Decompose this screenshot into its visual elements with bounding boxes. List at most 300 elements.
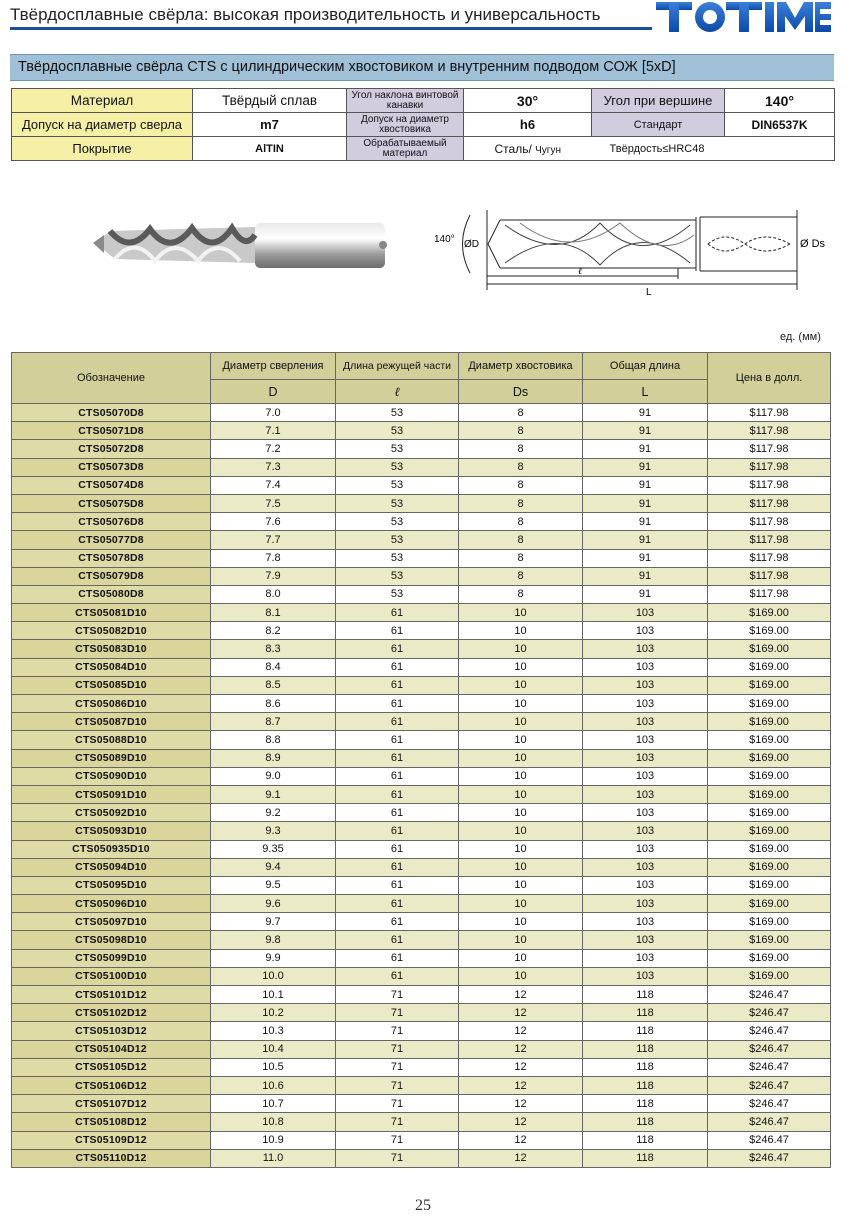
table-row [12, 1040, 831, 1058]
overall-length-cell: 103 [583, 876, 708, 894]
overall-length-cell: 91 [583, 422, 708, 440]
drill-diameter-cell: 8.4 [211, 658, 336, 676]
flute-length-cell: 71 [336, 1076, 459, 1094]
product-code-cell: CTS05077D8 [12, 531, 211, 549]
overall-length-cell: 103 [583, 895, 708, 913]
flute-length-label: ℓ [578, 266, 583, 277]
price-cell: $246.47 [708, 986, 831, 1004]
shank-diameter-cell: 8 [459, 404, 583, 422]
table-row [12, 422, 831, 440]
shank-diameter-cell: 10 [459, 840, 583, 858]
shank-diameter-cell: 10 [459, 858, 583, 876]
diameter-label: ØD [464, 239, 479, 250]
shank-diameter-cell: 8 [459, 476, 583, 494]
price-cell: $169.00 [708, 695, 831, 713]
table-row [12, 986, 831, 1004]
table-row [12, 604, 831, 622]
flute-length-cell: 53 [336, 531, 459, 549]
table-row [12, 1076, 831, 1094]
overall-length-label: L [646, 287, 652, 298]
price-cell: $169.00 [708, 713, 831, 731]
product-table [11, 352, 831, 1168]
overall-length-cell: 103 [583, 913, 708, 931]
table-row [12, 1004, 831, 1022]
price-cell: $246.47 [708, 1040, 831, 1058]
header-shank-diameter: Диаметр хвостовика [459, 353, 583, 380]
product-code-cell: CTS05073D8 [12, 458, 211, 476]
flute-length-cell: 71 [336, 1058, 459, 1076]
table-row [12, 767, 831, 785]
spec-label: Угол при вершине [592, 89, 725, 113]
flute-length-cell: 53 [336, 549, 459, 567]
tip-angle-label: 140° [434, 234, 455, 245]
drill-diameter-cell: 9.8 [211, 931, 336, 949]
flute-length-cell: 61 [336, 658, 459, 676]
drill-diameter-cell: 7.9 [211, 567, 336, 585]
table-row [12, 622, 831, 640]
header-price: Цена в долл. [708, 353, 831, 404]
shank-diameter-cell: 8 [459, 440, 583, 458]
product-code-cell: CTS05109D12 [12, 1131, 211, 1149]
product-code-cell: CTS05075D8 [12, 494, 211, 512]
flute-length-cell: 53 [336, 513, 459, 531]
table-row [12, 858, 831, 876]
overall-length-cell: 103 [583, 640, 708, 658]
drill-diameter-cell: 7.6 [211, 513, 336, 531]
spec-value: AlTIN [193, 137, 347, 161]
drill-diameter-cell: 7.1 [211, 422, 336, 440]
spec-label: Покрытие [12, 137, 193, 161]
flute-length-cell: 53 [336, 585, 459, 603]
flute-length-cell: 71 [336, 1131, 459, 1149]
flute-length-cell: 61 [336, 622, 459, 640]
shank-diameter-cell: 10 [459, 676, 583, 694]
product-code-cell: CTS05076D8 [12, 513, 211, 531]
product-code-cell: CTS05101D12 [12, 986, 211, 1004]
shank-diameter-cell: 10 [459, 895, 583, 913]
overall-length-cell: 103 [583, 767, 708, 785]
shank-diameter-cell: 12 [459, 1022, 583, 1040]
overall-length-cell: 91 [583, 404, 708, 422]
overall-length-cell: 118 [583, 1040, 708, 1058]
material-steel: Сталь/ [494, 141, 532, 156]
product-code-cell: CTS05071D8 [12, 422, 211, 440]
price-cell: $246.47 [708, 1076, 831, 1094]
price-cell: $169.00 [708, 967, 831, 985]
drill-diameter-cell: 10.5 [211, 1058, 336, 1076]
price-cell: $117.98 [708, 476, 831, 494]
drill-diameter-cell: 9.7 [211, 913, 336, 931]
shank-diameter-cell: 12 [459, 1004, 583, 1022]
flute-length-cell: 53 [336, 567, 459, 585]
flute-length-cell: 71 [336, 1004, 459, 1022]
price-cell: $169.00 [708, 658, 831, 676]
price-cell: $169.00 [708, 731, 831, 749]
flute-length-cell: 61 [336, 767, 459, 785]
table-row [12, 1095, 831, 1113]
table-row [12, 567, 831, 585]
price-cell: $246.47 [708, 1095, 831, 1113]
price-cell: $169.00 [708, 676, 831, 694]
flute-length-cell: 53 [336, 476, 459, 494]
shank-diameter-cell: 10 [459, 622, 583, 640]
product-code-cell: CTS05086D10 [12, 695, 211, 713]
overall-length-cell: 118 [583, 1004, 708, 1022]
product-code-cell: CTS05080D8 [12, 585, 211, 603]
overall-length-cell: 91 [583, 549, 708, 567]
product-code-cell: CTS05082D10 [12, 622, 211, 640]
table-row [12, 695, 831, 713]
spec-value: Твёрдый сплав [193, 89, 347, 113]
table-row [12, 840, 831, 858]
overall-length-cell: 91 [583, 494, 708, 512]
drill-diameter-cell: 9.0 [211, 767, 336, 785]
shank-diameter-cell: 8 [459, 585, 583, 603]
table-row [12, 458, 831, 476]
price-cell: $169.00 [708, 840, 831, 858]
product-code-cell: CTS05090D10 [12, 767, 211, 785]
drill-diameter-cell: 9.1 [211, 785, 336, 803]
price-cell: $169.00 [708, 785, 831, 803]
overall-length-cell: 91 [583, 513, 708, 531]
product-code-cell: CTS05093D10 [12, 822, 211, 840]
table-row [12, 658, 831, 676]
product-code-cell: CTS05089D10 [12, 749, 211, 767]
table-row [12, 804, 831, 822]
shank-diameter-cell: 10 [459, 767, 583, 785]
table-row [12, 967, 831, 985]
flute-length-cell: 61 [336, 749, 459, 767]
flute-length-cell: 53 [336, 440, 459, 458]
flute-length-cell: 53 [336, 458, 459, 476]
price-cell: $169.00 [708, 913, 831, 931]
overall-length-cell: 91 [583, 476, 708, 494]
shank-diameter-cell: 8 [459, 422, 583, 440]
table-row [12, 949, 831, 967]
shank-diameter-cell: 10 [459, 876, 583, 894]
product-code-cell: CTS05087D10 [12, 713, 211, 731]
table-row [12, 1022, 831, 1040]
product-code-cell: CTS05110D12 [12, 1149, 211, 1167]
product-code-cell: CTS05081D10 [12, 604, 211, 622]
section-title: Твёрдосплавные свёрла CTS с цилиндрическим хвостовиком и внутренним подводом СОЖ [5xD] [10, 54, 834, 81]
drill-diameter-cell: 9.35 [211, 840, 336, 858]
flute-length-cell: 61 [336, 676, 459, 694]
material-iron: Чугун [535, 144, 561, 156]
overall-length-cell: 103 [583, 695, 708, 713]
price-cell: $117.98 [708, 458, 831, 476]
table-row [12, 785, 831, 803]
spec-value [464, 137, 592, 161]
price-cell: $246.47 [708, 1149, 831, 1167]
overall-length-cell: 91 [583, 440, 708, 458]
flute-length-cell: 53 [336, 422, 459, 440]
spec-label: Угол наклона винтовой канавки [347, 89, 464, 113]
drill-diameter-cell: 10.8 [211, 1113, 336, 1131]
shank-diameter-cell: 8 [459, 494, 583, 512]
product-code-cell: CTS05088D10 [12, 731, 211, 749]
price-cell: $169.00 [708, 804, 831, 822]
overall-length-cell: 103 [583, 949, 708, 967]
table-row [12, 640, 831, 658]
flute-length-cell: 61 [336, 913, 459, 931]
drill-diameter-cell: 8.5 [211, 676, 336, 694]
drill-diameter-cell: 7.0 [211, 404, 336, 422]
header-underline [10, 27, 652, 30]
brand-logo [654, 0, 832, 34]
drill-diameter-cell: 7.3 [211, 458, 336, 476]
drill-photo [93, 223, 387, 268]
table-row [12, 440, 831, 458]
price-cell: $169.00 [708, 767, 831, 785]
drill-diameter-cell: 8.3 [211, 640, 336, 658]
spec-label: Материал [12, 89, 193, 113]
flute-length-cell: 61 [336, 695, 459, 713]
shank-diameter-cell: 10 [459, 931, 583, 949]
price-cell: $117.98 [708, 513, 831, 531]
flute-length-cell: 61 [336, 931, 459, 949]
product-code-cell: CTS05106D12 [12, 1076, 211, 1094]
drill-diameter-cell: 8.6 [211, 695, 336, 713]
overall-length-cell: 118 [583, 1058, 708, 1076]
flute-length-cell: 53 [336, 404, 459, 422]
drill-diameter-cell: 10.7 [211, 1095, 336, 1113]
shank-diameter-cell: 12 [459, 1131, 583, 1149]
drill-diameter-cell: 10.0 [211, 967, 336, 985]
product-code-cell: CTS05103D12 [12, 1022, 211, 1040]
overall-length-cell: 118 [583, 1095, 708, 1113]
drill-diameter-cell: 8.2 [211, 622, 336, 640]
flute-length-cell: 61 [336, 804, 459, 822]
product-code-cell: CTS05079D8 [12, 567, 211, 585]
drill-diameter-cell: 7.8 [211, 549, 336, 567]
flute-length-cell: 71 [336, 1149, 459, 1167]
drill-diameter-cell: 10.1 [211, 986, 336, 1004]
spec-label: Стандарт [592, 113, 725, 137]
product-code-cell: CTS05072D8 [12, 440, 211, 458]
overall-length-cell: 103 [583, 658, 708, 676]
product-code-cell: CTS05105D12 [12, 1058, 211, 1076]
spec-table [11, 88, 835, 161]
overall-length-cell: 103 [583, 967, 708, 985]
shank-diameter-cell: 10 [459, 913, 583, 931]
product-code-cell: CTS05085D10 [12, 676, 211, 694]
price-cell: $117.98 [708, 531, 831, 549]
drill-diameter-cell: 8.8 [211, 731, 336, 749]
price-cell: $117.98 [708, 549, 831, 567]
spec-value: h6 [464, 113, 592, 137]
shank-diameter-cell: 12 [459, 986, 583, 1004]
overall-length-cell: 103 [583, 676, 708, 694]
flute-length-cell: 53 [336, 494, 459, 512]
drill-diameter-cell: 7.7 [211, 531, 336, 549]
product-code-cell: CTS05084D10 [12, 658, 211, 676]
shank-diameter-cell: 10 [459, 822, 583, 840]
table-row [12, 585, 831, 603]
table-row [12, 549, 831, 567]
overall-length-cell: 91 [583, 458, 708, 476]
price-cell: $169.00 [708, 931, 831, 949]
overall-length-cell: 103 [583, 731, 708, 749]
overall-length-cell: 91 [583, 585, 708, 603]
shank-diameter-cell: 8 [459, 458, 583, 476]
price-cell: $246.47 [708, 1131, 831, 1149]
header-l-symbol: ℓ [336, 380, 459, 404]
drill-diameter-cell: 10.9 [211, 1131, 336, 1149]
price-cell: $169.00 [708, 895, 831, 913]
header-ds-symbol: Ds [459, 380, 583, 404]
drill-diameter-cell: 10.6 [211, 1076, 336, 1094]
overall-length-cell: 118 [583, 1131, 708, 1149]
shank-diameter-cell: 10 [459, 731, 583, 749]
overall-length-cell: 103 [583, 804, 708, 822]
drill-drawing [463, 210, 798, 290]
table-row [12, 476, 831, 494]
price-cell: $246.47 [708, 1113, 831, 1131]
drill-diameter-cell: 7.5 [211, 494, 336, 512]
shank-diameter-cell: 12 [459, 1149, 583, 1167]
shank-diameter-cell: 10 [459, 695, 583, 713]
shank-diameter-cell: 12 [459, 1058, 583, 1076]
product-code-cell: CTS05108D12 [12, 1113, 211, 1131]
overall-length-cell: 103 [583, 840, 708, 858]
table-row [12, 494, 831, 512]
product-code-cell: CTS05099D10 [12, 949, 211, 967]
product-code-cell: CTS05096D10 [12, 895, 211, 913]
spec-label: Допуск на диаметр хвостовика [347, 113, 464, 137]
flute-length-cell: 61 [336, 876, 459, 894]
flute-length-cell: 61 [336, 822, 459, 840]
price-cell: $169.00 [708, 604, 831, 622]
shank-diameter-cell: 10 [459, 804, 583, 822]
overall-length-cell: 103 [583, 785, 708, 803]
drill-diameter-cell: 9.6 [211, 895, 336, 913]
shank-diameter-cell: 10 [459, 749, 583, 767]
product-code-cell: CTS05107D12 [12, 1095, 211, 1113]
product-code-cell: CTS05098D10 [12, 931, 211, 949]
flute-length-cell: 61 [336, 785, 459, 803]
shank-diameter-cell: 12 [459, 1095, 583, 1113]
product-code-cell: CTS05078D8 [12, 549, 211, 567]
flute-length-cell: 61 [336, 840, 459, 858]
table-row [12, 1131, 831, 1149]
shank-diameter-cell: 12 [459, 1040, 583, 1058]
table-row [12, 913, 831, 931]
shank-diameter-cell: 8 [459, 549, 583, 567]
drill-diameter-cell: 8.9 [211, 749, 336, 767]
drill-diameter-cell: 8.1 [211, 604, 336, 622]
price-cell: $169.00 [708, 640, 831, 658]
flute-length-cell: 61 [336, 640, 459, 658]
drill-diameter-cell: 7.2 [211, 440, 336, 458]
shank-diameter-label: Ø Ds [800, 238, 826, 250]
shank-diameter-cell: 8 [459, 567, 583, 585]
overall-length-cell: 118 [583, 1076, 708, 1094]
flute-length-cell: 71 [336, 1022, 459, 1040]
flute-length-cell: 61 [336, 731, 459, 749]
table-row [12, 531, 831, 549]
price-cell: $117.98 [708, 494, 831, 512]
product-code-cell: CTS05097D10 [12, 913, 211, 931]
product-code-cell: CTS05100D10 [12, 967, 211, 985]
overall-length-cell: 103 [583, 931, 708, 949]
header-d-symbol: D [211, 380, 336, 404]
table-row [12, 1149, 831, 1167]
price-cell: $169.00 [708, 949, 831, 967]
price-cell: $117.98 [708, 404, 831, 422]
drill-diameter-cell: 9.9 [211, 949, 336, 967]
product-code-cell: CTS05091D10 [12, 785, 211, 803]
product-code-cell: CTS05074D8 [12, 476, 211, 494]
overall-length-cell: 118 [583, 986, 708, 1004]
price-cell: $169.00 [708, 822, 831, 840]
price-cell: $169.00 [708, 858, 831, 876]
overall-length-cell: 103 [583, 604, 708, 622]
table-row [12, 676, 831, 694]
overall-length-cell: 103 [583, 749, 708, 767]
shank-diameter-cell: 10 [459, 658, 583, 676]
product-code-cell: CTS05094D10 [12, 858, 211, 876]
overall-length-cell: 91 [583, 531, 708, 549]
flute-length-cell: 61 [336, 604, 459, 622]
drill-diameter-cell: 8.0 [211, 585, 336, 603]
drill-diameter-cell: 10.3 [211, 1022, 336, 1040]
overall-length-cell: 103 [583, 713, 708, 731]
shank-diameter-cell: 10 [459, 949, 583, 967]
product-code-cell: CTS05083D10 [12, 640, 211, 658]
product-code-cell: CTS05102D12 [12, 1004, 211, 1022]
spec-value: 30° [464, 89, 592, 113]
table-row [12, 404, 831, 422]
shank-diameter-cell: 10 [459, 967, 583, 985]
header-code: Обозначение [12, 353, 211, 404]
flute-length-cell: 71 [336, 1113, 459, 1131]
flute-length-cell: 71 [336, 1095, 459, 1113]
table-row [12, 749, 831, 767]
price-cell: $246.47 [708, 1058, 831, 1076]
overall-length-cell: 118 [583, 1113, 708, 1131]
drill-diameter-cell: 10.2 [211, 1004, 336, 1022]
price-cell: $117.98 [708, 567, 831, 585]
product-code-cell: CTS05070D8 [12, 404, 211, 422]
spec-value: 140° [725, 89, 835, 113]
spec-label: Обрабатываемый материал [347, 137, 464, 161]
overall-length-cell: 103 [583, 822, 708, 840]
price-cell: $169.00 [708, 622, 831, 640]
table-row [12, 876, 831, 894]
header-flute-length: Длина режущей части [336, 353, 459, 380]
shank-diameter-cell: 8 [459, 513, 583, 531]
price-cell: $117.98 [708, 422, 831, 440]
overall-length-cell: 118 [583, 1022, 708, 1040]
flute-length-cell: 61 [336, 858, 459, 876]
price-cell: $246.47 [708, 1004, 831, 1022]
shank-diameter-cell: 8 [459, 531, 583, 549]
flute-length-cell: 61 [336, 949, 459, 967]
table-row [12, 713, 831, 731]
price-cell: $169.00 [708, 749, 831, 767]
overall-length-cell: 103 [583, 622, 708, 640]
drill-illustration [0, 195, 846, 305]
drill-diameter-cell: 11.0 [211, 1149, 336, 1167]
spec-value: m7 [193, 113, 347, 137]
shank-diameter-cell: 10 [459, 604, 583, 622]
shank-diameter-cell: 10 [459, 785, 583, 803]
price-cell: $169.00 [708, 876, 831, 894]
product-code-cell: CTS05092D10 [12, 804, 211, 822]
product-code-cell: CTS05104D12 [12, 1040, 211, 1058]
table-row [12, 513, 831, 531]
